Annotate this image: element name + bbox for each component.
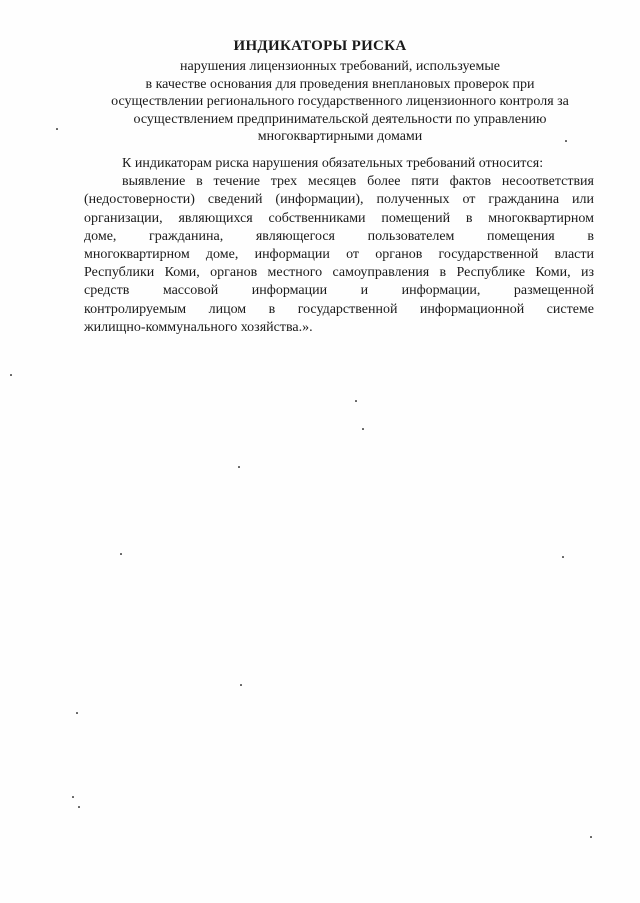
scan-speck [565,140,567,142]
intro-text: К индикаторам риска нарушения обязательных требований относится: [122,156,544,171]
scan-speck [240,684,242,686]
paragraph-line: выявление в течение трех месяцев более пяти фактов несоответствия [122,174,594,190]
subtitle-line: осуществлении регионального государственного лицензионного контроля за [111,94,569,109]
paragraph-line: средств массовой информации и информации, размещенной [84,283,594,299]
paragraph-line: жилищно-коммунального хозяйства.». [84,319,313,335]
subtitle-line: в качестве основания для проведения внеплановых проверок при [145,76,535,92]
scan-speck [120,553,122,555]
risk-indicator-paragraph [84,173,594,337]
subtitle-line: многоквартирными домами [257,129,423,144]
scan-speck [72,796,74,798]
paragraph-line: (недостоверности) сведений (информации), полученных от гражданина или [84,192,594,208]
subtitle-line: нарушения лицензионных требований, используемые [180,59,500,74]
scan-speck [78,806,80,808]
scan-speck [56,128,58,130]
subtitle-line: осуществлением предпринимательской деятельности по управлению [133,111,547,127]
paragraph-line: многоквартирном доме, информации от органов государственной власти [84,247,594,263]
paragraph-line: Республики Коми, органов местного самоуправления в Республике Коми, из [84,265,594,281]
paragraph-line: доме, гражданина, являющегося пользователем помещения в [84,228,594,244]
document-body [84,155,594,337]
scan-speck [238,466,240,468]
scan-speck [362,428,364,430]
document-subtitle [60,58,620,146]
scan-speck [355,400,357,402]
scan-speck [562,556,564,558]
paragraph-line: организации, являющихся собственниками помещений в многоквартирном [84,210,594,226]
scan-speck [10,374,12,376]
scan-speck [590,836,592,838]
scan-speck [76,712,78,714]
document-title: ИНДИКАТОРЫ РИСКА [233,38,407,54]
paragraph-line: контролируемым лицом в государственной информационной системе [84,301,594,317]
